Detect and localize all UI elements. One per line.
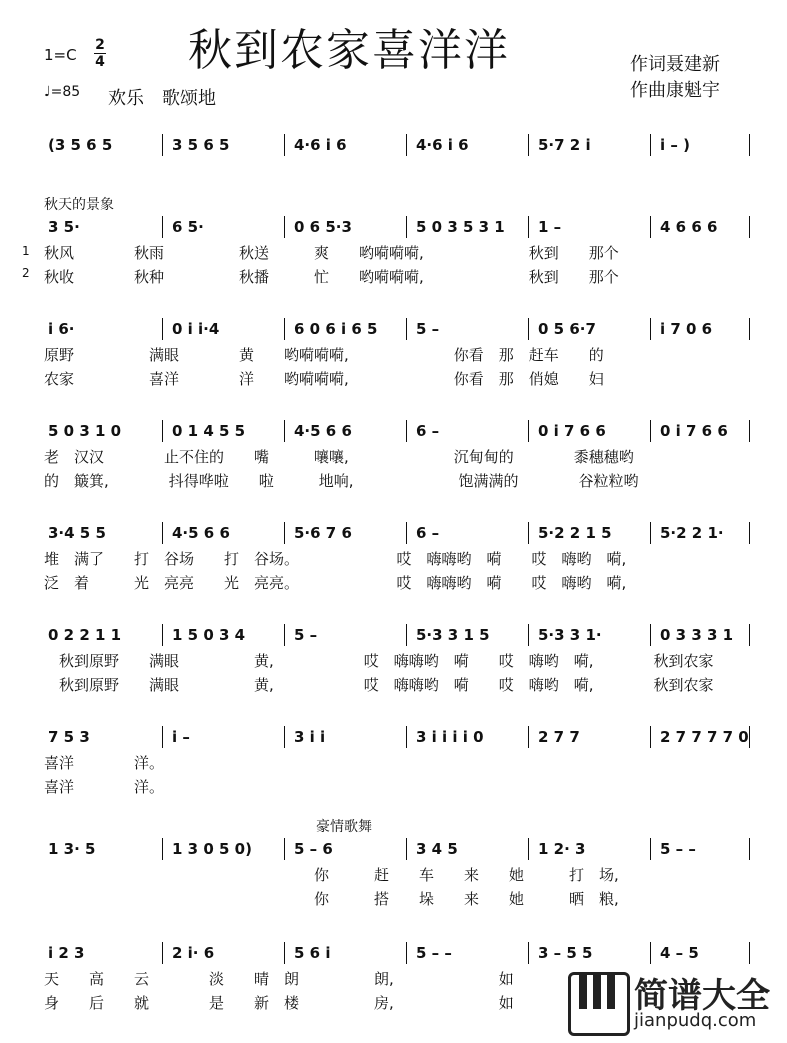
barline xyxy=(284,134,285,156)
barline xyxy=(284,318,285,340)
barline xyxy=(162,726,163,748)
barline xyxy=(528,624,529,646)
barline xyxy=(528,216,529,238)
lyric-line: 天 高 云 淡 晴 朗 朗, 如 xyxy=(44,970,514,988)
measure: 5·7 2 i xyxy=(538,136,591,154)
barline xyxy=(406,318,407,340)
barline xyxy=(406,942,407,964)
measure: i 6· xyxy=(48,320,75,338)
measure: 0 1 4 5 5 xyxy=(172,422,246,440)
barline xyxy=(528,838,529,860)
time-signature xyxy=(94,38,106,69)
barline xyxy=(528,420,529,442)
piano-logo-icon xyxy=(568,972,630,1036)
barline xyxy=(284,624,285,646)
barline xyxy=(528,726,529,748)
barline xyxy=(162,838,163,860)
notation-row xyxy=(44,626,749,646)
barline xyxy=(406,624,407,646)
measure: 3·4 5 5 xyxy=(48,524,106,542)
barline xyxy=(749,134,750,156)
measure: 0 2 2 1 1 xyxy=(48,626,122,644)
notation-row xyxy=(44,218,749,238)
measure: 4·5 6 6 xyxy=(294,422,352,440)
barline xyxy=(162,216,163,238)
barline xyxy=(284,726,285,748)
meter-bottom: 4 xyxy=(95,54,105,70)
barline xyxy=(406,726,407,748)
notation-row xyxy=(44,320,749,340)
composer-credit: 作曲康魁宇 xyxy=(630,80,720,101)
lyric-line: 秋到原野 满眼 黄, 哎 嗨嗨哟 嗬 哎 嗨哟 嗬, 秋到农家 xyxy=(44,676,714,694)
measure: 4·6 i 6 xyxy=(416,136,469,154)
lyric-line: 原野 满眼 黄 哟嗬嗬嗬, 你看 那 赶车 的 xyxy=(44,346,604,364)
meter-top: 2 xyxy=(95,37,105,53)
measure: 3 4 5 xyxy=(416,840,458,858)
notation-row xyxy=(44,840,749,860)
lyric-line: 秋风 秋雨 秋送 爽 哟嗬嗬嗬, 秋到 那个 xyxy=(44,244,619,262)
measure: 2 i· 6 xyxy=(172,944,215,962)
measure: 5·2 2 1 5 xyxy=(538,524,612,542)
lyric-line: 你 搭 垛 来 她 晒 粮, xyxy=(44,890,619,908)
lyric-line: 老 汉汉 止不住的 嘴 嚷嚷, 沉甸甸的 黍穗穗哟 xyxy=(44,448,634,466)
measure: i 7 0 6 xyxy=(660,320,713,338)
section-mark: 秋天的景象 xyxy=(44,197,114,213)
lyric-line: 农家 喜洋 洋 哟嗬嗬嗬, 你看 那 俏媳 妇 xyxy=(44,370,604,388)
barline xyxy=(284,942,285,964)
barline xyxy=(406,838,407,860)
barline xyxy=(749,420,750,442)
measure: 5 – 6 xyxy=(294,840,333,858)
barline xyxy=(650,726,651,748)
notation-row xyxy=(44,944,749,964)
barline xyxy=(284,216,285,238)
barline xyxy=(528,318,529,340)
barline xyxy=(284,420,285,442)
barline xyxy=(749,726,750,748)
barline xyxy=(284,838,285,860)
measure: i – xyxy=(172,728,190,746)
measure: 5 0 3 5 3 1 xyxy=(416,218,505,236)
measure: 5 6 i xyxy=(294,944,331,962)
lyricist-credit: 作词聂建新 xyxy=(630,54,720,75)
measure: 0 i 7 6 6 xyxy=(660,422,728,440)
measure: 4·6 i 6 xyxy=(294,136,347,154)
barline xyxy=(162,624,163,646)
barline xyxy=(162,522,163,544)
measure: 4 6 6 6 xyxy=(660,218,718,236)
measure: (3 5 6 5 xyxy=(48,136,113,154)
measure: 0 5 6·7 xyxy=(538,320,596,338)
expression-mark: 欢乐 歌颂地 xyxy=(108,88,216,109)
tempo-mark: ♩=85 xyxy=(44,84,81,100)
measure: 3 i i xyxy=(294,728,326,746)
section-mark: 豪情歌舞 xyxy=(316,819,372,835)
measure: 6 0 6 i 6 5 xyxy=(294,320,378,338)
barline xyxy=(650,522,651,544)
measure: 0 6 5·3 xyxy=(294,218,352,236)
barline xyxy=(749,942,750,964)
measure: i 2 3 xyxy=(48,944,85,962)
measure: 1 3 0 5 0) xyxy=(172,840,252,858)
lyric-line: 泛 着 光 亮亮 光 亮亮。 哎 嗨嗨哟 嗬 哎 嗨哟 嗬, xyxy=(44,574,627,592)
barline xyxy=(650,942,651,964)
barline xyxy=(162,942,163,964)
measure: 0 i i·4 xyxy=(172,320,220,338)
measure: 5·2 2 1· xyxy=(660,524,724,542)
watermark-url: jianpudq.com xyxy=(634,1010,757,1031)
barline xyxy=(162,318,163,340)
lyric-line: 堆 满了 打 谷场 打 谷场。 哎 嗨嗨哟 嗬 哎 嗨哟 嗬, xyxy=(44,550,627,568)
measure: 5 – – xyxy=(416,944,452,962)
verse-number: 1 xyxy=(22,244,30,258)
barline xyxy=(528,134,529,156)
notation-row xyxy=(44,422,749,442)
measure: 3 – 5 5 xyxy=(538,944,593,962)
barline xyxy=(528,942,529,964)
song-title: 秋到农家喜洋洋 xyxy=(188,25,510,76)
barline xyxy=(650,624,651,646)
measure: 2 7 7 xyxy=(538,728,580,746)
barline xyxy=(749,522,750,544)
barline xyxy=(749,216,750,238)
key-signature: 1=C xyxy=(44,46,77,64)
barline xyxy=(162,420,163,442)
watermark-name: 简谱大全 xyxy=(634,976,770,1016)
barline xyxy=(406,420,407,442)
notation-row xyxy=(44,136,749,156)
measure: i – ) xyxy=(660,136,690,154)
lyric-line: 秋收 秋种 秋播 忙 哟嗬嗬嗬, 秋到 那个 xyxy=(44,268,619,286)
measure: 1 5 0 3 4 xyxy=(172,626,246,644)
measure: 5 – xyxy=(416,320,440,338)
measure: 3 5 6 5 xyxy=(172,136,230,154)
barline xyxy=(528,522,529,544)
measure: 5 – xyxy=(294,626,318,644)
measure: 1 – xyxy=(538,218,562,236)
lyric-line: 你 赶 车 来 她 打 场, xyxy=(44,866,619,884)
measure: 0 3 3 3 1 xyxy=(660,626,734,644)
measure: 6 – xyxy=(416,422,440,440)
lyric-line: 身 后 就 是 新 楼 房, 如 xyxy=(44,994,514,1012)
lyric-line: 喜洋 洋。 xyxy=(44,754,165,772)
barline xyxy=(162,134,163,156)
measure: 0 i 7 6 6 xyxy=(538,422,606,440)
measure: 5 0 3 1 0 xyxy=(48,422,122,440)
measure: 2 7 7 7 7 0 xyxy=(660,728,749,746)
verse-number: 2 xyxy=(22,266,30,280)
barline xyxy=(749,318,750,340)
barline xyxy=(284,522,285,544)
measure: 4·5 6 6 xyxy=(172,524,230,542)
notation-row xyxy=(44,524,749,544)
measure: 5·3 3 1 5 xyxy=(416,626,490,644)
lyric-line: 喜洋 洋。 xyxy=(44,778,165,796)
barline xyxy=(749,838,750,860)
measure: 5 – – xyxy=(660,840,696,858)
barline xyxy=(406,134,407,156)
measure: 1 3· 5 xyxy=(48,840,96,858)
measure: 6 – xyxy=(416,524,440,542)
barline xyxy=(749,624,750,646)
barline xyxy=(406,522,407,544)
measure: 5·3 3 1· xyxy=(538,626,602,644)
measure: 5·6 7 6 xyxy=(294,524,352,542)
measure: 1 2· 3 xyxy=(538,840,586,858)
barline xyxy=(650,318,651,340)
barline xyxy=(406,216,407,238)
measure: 3 5· xyxy=(48,218,80,236)
barline xyxy=(650,420,651,442)
measure: 3 i i i i 0 xyxy=(416,728,484,746)
measure: 6 5· xyxy=(172,218,204,236)
barline xyxy=(650,134,651,156)
notation-row xyxy=(44,728,749,748)
measure: 4 – 5 xyxy=(660,944,699,962)
barline xyxy=(650,838,651,860)
lyric-line: 的 簸箕, 抖得哗啦 啦 地响, 饱满满的 谷粒粒哟 xyxy=(44,472,639,490)
barline xyxy=(650,216,651,238)
measure: 7 5 3 xyxy=(48,728,90,746)
lyric-line: 秋到原野 满眼 黄, 哎 嗨嗨哟 嗬 哎 嗨哟 嗬, 秋到农家 xyxy=(44,652,714,670)
